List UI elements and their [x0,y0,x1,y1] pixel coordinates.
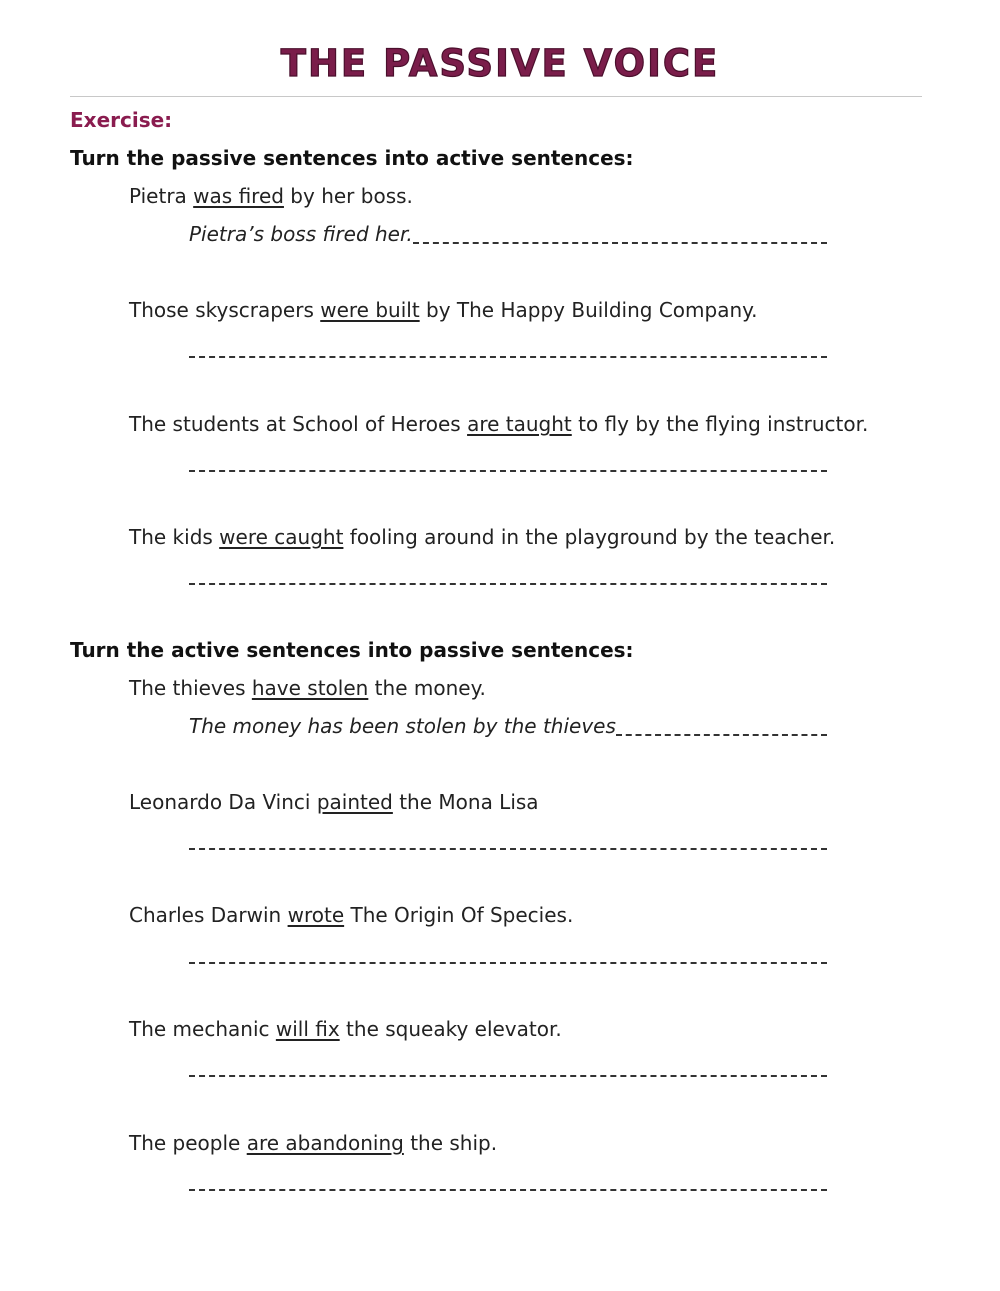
answer-blank[interactable] [189,470,827,472]
answer-blank[interactable] [189,1075,827,1077]
answer-line-4[interactable] [189,561,827,589]
page-title: THE PASSIVE VOICE [280,42,720,85]
answer-blank[interactable] [189,848,827,850]
answer-line-9[interactable] [189,1167,827,1195]
answer-line-1[interactable] [189,220,827,248]
title-divider [70,96,922,97]
underlined-verb: have stolen [251,676,369,700]
underlined-verb: was fired [193,184,284,208]
example-answer: Pietra’s boss fired her. [189,222,413,246]
underlined-verb: were built [320,298,420,322]
sentence-7: Charles Darwin wrote The Origin Of Species. [129,903,574,927]
sentence-4: The kids were caught fooling around in the playground by the teacher. [129,525,836,549]
exercise-label: Exercise: [70,108,173,132]
answer-blank[interactable] [189,356,827,358]
sentence-6: Leonardo Da Vinci painted the Mona Lisa [129,790,539,814]
sentence-9: The people are abandoning the ship. [129,1131,498,1155]
section-heading-passive-to-active: Turn the passive sentences into active sentences: [70,146,634,170]
underlined-verb: were caught [219,525,344,549]
answer-blank[interactable] [616,734,827,736]
underlined-verb: painted [316,790,393,814]
underlined-verb: are abandoning [246,1131,404,1155]
answer-blank[interactable] [413,242,827,244]
sentence-2: Those skyscrapers were built by The Happy Building Company. [129,298,758,322]
sentence-5: The thieves have stolen the money. [129,676,486,700]
answer-line-8[interactable] [189,1053,827,1081]
answer-line-2[interactable] [189,334,827,362]
underlined-verb: wrote [287,903,345,927]
answer-line-7[interactable] [189,940,827,968]
section-heading-active-to-passive: Turn the active sentences into passive sentences: [70,638,634,662]
sentence-8: The mechanic will fix the squeaky elevator. [129,1017,562,1041]
answer-line-3[interactable] [189,448,827,476]
sentence-1: Pietra was fired by her boss. [129,184,413,208]
answer-line-6[interactable] [189,826,827,854]
answer-line-5[interactable] [189,712,827,740]
answer-blank[interactable] [189,1189,827,1191]
underlined-verb: are taught [467,412,572,436]
answer-blank[interactable] [189,962,827,964]
example-answer: The money has been stolen by the thieves [189,714,616,738]
sentence-3: The students at School of Heroes are taught to fly by the flying instructor. [129,412,869,436]
answer-blank[interactable] [189,583,827,585]
underlined-verb: will fix [275,1017,340,1041]
